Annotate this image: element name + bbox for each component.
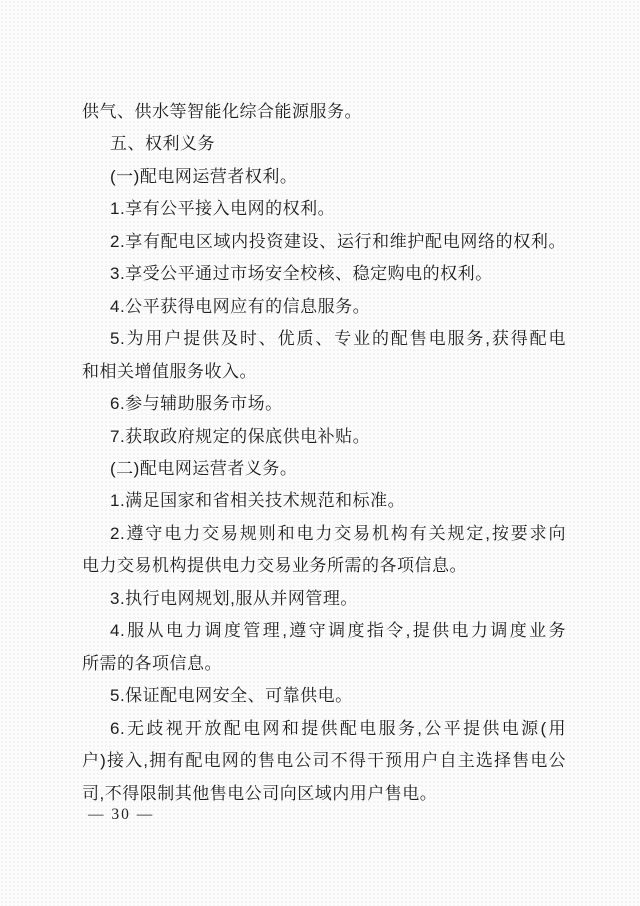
text-line: 电力交易机构提供电力交易业务所需的各项信息。 xyxy=(82,556,467,576)
page-number: — 30 — xyxy=(88,806,155,823)
text-line: 1.享有公平接入电网的权利。 xyxy=(110,199,336,219)
text-line: 6.无歧视开放配电网和提供配电服务,公平提供电源(用 xyxy=(110,718,566,738)
text-line: 3.执行电网规划,服从并网管理。 xyxy=(110,588,358,608)
text-line: 司,不得限制其他售电公司向区域内用户售电。 xyxy=(82,783,438,803)
text-line: 7.获取政府规定的保底供电补贴。 xyxy=(110,426,371,446)
text-line: (一)配电网运营者权利。 xyxy=(110,166,298,186)
text-line: 所需的各项信息。 xyxy=(82,653,222,673)
text-line: 五、权利义务 xyxy=(110,134,215,154)
text-line: 供气、供水等智能化综合能源服务。 xyxy=(82,102,362,121)
text-line: 1.满足国家和省相关技术规范和标准。 xyxy=(110,491,406,511)
text-line: 和相关增值服务收入。 xyxy=(82,361,257,381)
text-line: 5.保证配电网安全、可靠供电。 xyxy=(110,686,353,706)
text-line: 5.为用户提供及时、优质、专业的配售电服务,获得配电 xyxy=(110,329,566,349)
text-line: 6.参与辅助服务市场。 xyxy=(110,394,283,414)
document-body xyxy=(82,96,566,810)
text-line: 户)接入,拥有配电网的售电公司不得干预用户自主选择售电公 xyxy=(82,751,566,771)
text-line: (二)配电网运营者义务。 xyxy=(110,458,298,478)
text-line: 4.服从电力调度管理,遵守调度指令,提供电力调度业务 xyxy=(110,621,566,641)
text-line: 3.享受公平通过市场安全校核、稳定购电的权利。 xyxy=(110,264,493,284)
text-line: 4.公平获得电网应有的信息服务。 xyxy=(110,296,371,316)
text-line: 2.遵守电力交易规则和电力交易机构有关规定,按要求向 xyxy=(110,523,566,543)
text-line: 2.享有配电区域内投资建设、运行和维护配电网络的权利。 xyxy=(110,231,566,251)
